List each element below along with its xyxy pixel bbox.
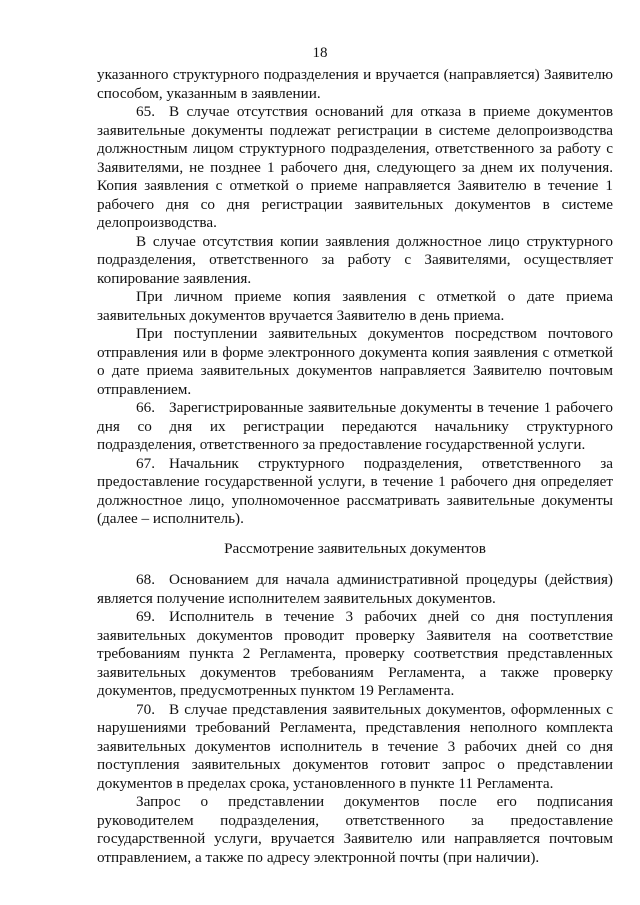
page-body bbox=[97, 66, 613, 867]
paragraph-text: Начальник структурного подразделения, ответственного за предоставление государственной услуги, в течение 1 рабочего дня определяет должностное лицо, уполномоченное рассматривать заявительные документы (далее – исполнитель). bbox=[97, 454, 613, 527]
paragraph-number: 67. bbox=[136, 454, 155, 472]
paragraph-70 bbox=[97, 701, 613, 794]
paragraph-personal-reception: При личном приеме копия заявления с отметкой о дате приема заявительных документов вручается Заявителю в день приема. bbox=[97, 288, 613, 324]
paragraph-number: 66. bbox=[136, 399, 155, 416]
paragraph-number: 65. bbox=[136, 103, 155, 120]
paragraph-65 bbox=[97, 103, 613, 233]
paragraph-67 bbox=[97, 455, 613, 529]
paragraph-number: 70. bbox=[136, 700, 155, 718]
page-number: 18 bbox=[312, 45, 328, 61]
paragraph-number: 68. bbox=[136, 571, 155, 588]
section-heading: Рассмотрение заявительных документов bbox=[224, 539, 486, 557]
paragraph-copy-absent: В случае отсутствия копии заявления должностное лицо структурного подразделения, ответственного за работу с Заявителями, осуществляет копирование заявления. bbox=[97, 232, 613, 287]
paragraph-request: Запрос о представлении документов после его подписания руководителем подразделения, ответственного за предоставление государственной услуги, вручается Заявителю или направляется почтовым отправлением, а также по адресу электронной почты (при наличии). bbox=[97, 793, 613, 866]
paragraph-68 bbox=[97, 571, 613, 608]
paragraph-text: В случае представления заявительных документов, оформленных с нарушениями требований Регламента, представления неполного комплекта заявительных документов исполнитель в течение 3 рабочих дней со дня поступления заявительных документов готовит запрос о представлении документов в пределах срока, установленного в пункте 11 Регламента. bbox=[97, 700, 613, 792]
paragraph-number: 69. bbox=[136, 608, 155, 625]
paragraph-text: В случае отсутствия оснований для отказа в приеме документов заявительные документы подлежат регистрации в системе делопроизводства должностным лицом структурного подразделения, ответственного за работу с Заявителями, не позднее 1 рабочего дня, следующего за днем их получения. Копия заявления с отметкой о приеме направляется Заявителю в течение 1 рабочего дня со дня регистрации заявительных документов в системе делопроизводства. bbox=[97, 103, 613, 231]
paragraph-text: Зарегистрированные заявительные документы в течение 1 рабочего дня со дня их регистрации передаются начальнику структурного подразделения, ответственного за предоставление государственной услуги. bbox=[97, 399, 613, 453]
paragraph-postal: При поступлении заявительных документов посредством почтового отправления или в форме электронного документа копия заявления с отметкой о дате приема заявительных документов направляется Заявителю почтовым отправлением. bbox=[97, 325, 613, 398]
paragraph-text: Исполнитель в течение 3 рабочих дней со дня поступления заявительных документов проводит проверку Заявителя на соответствие требованиям пункта 2 Регламента, проверку соответствия представленных заявительных документов требованиям Регламента, а также проверку документов, предусмотренных пунктом 19 Регламента. bbox=[97, 608, 613, 699]
paragraph-text: Основанием для начала административной процедуры (действия) является получение исполнителем заявительных документов. bbox=[97, 571, 613, 607]
paragraph-69 bbox=[97, 608, 613, 701]
paragraph-66 bbox=[97, 399, 613, 455]
paragraph-continuation: указанного структурного подразделения и вручается (направляется) Заявителю способом, указанным в заявлении. bbox=[97, 66, 613, 102]
